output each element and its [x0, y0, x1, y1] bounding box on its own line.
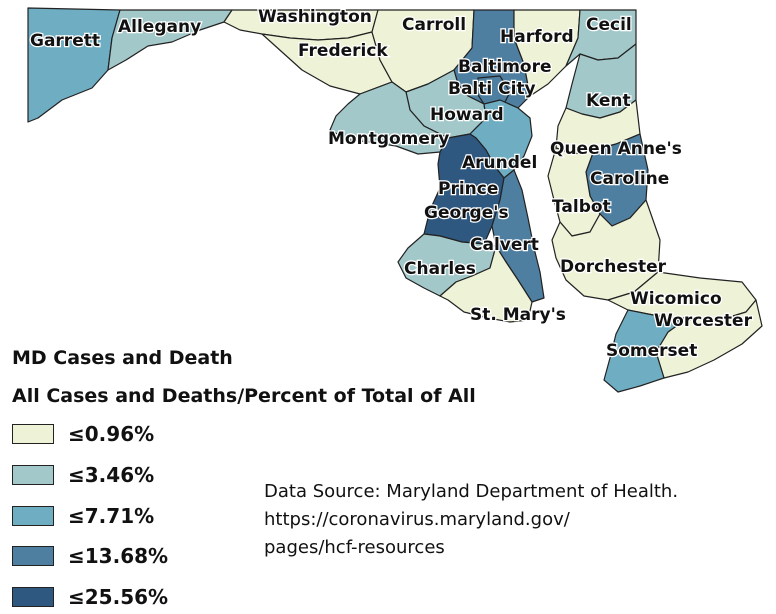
label-kent: Kent: [586, 91, 631, 111]
data-source-note: [264, 478, 678, 562]
legend-swatch: [12, 587, 54, 607]
legend-swatch: [12, 424, 54, 444]
legend-label: ≤0.96%: [68, 422, 155, 446]
legend-title: MD Cases and Death: [12, 347, 233, 369]
label-allegany: Allegany: [118, 17, 202, 37]
label-st-marys: St. Mary's: [470, 305, 566, 325]
legend-swatch: [12, 465, 54, 485]
label-montgomery: Montgomery: [328, 129, 450, 149]
label-talbot: Talbot: [552, 197, 611, 217]
label-georges: George's: [424, 203, 509, 223]
legend-subtitle: All Cases and Deaths/Percent of Total of All: [12, 385, 476, 407]
legend-swatch: [12, 546, 54, 566]
label-carroll: Carroll: [402, 15, 467, 35]
label-arundel: Arundel: [462, 153, 538, 173]
label-prince: Prince: [438, 179, 499, 199]
legend-label: ≤7.71%: [68, 504, 155, 528]
label-charles: Charles: [404, 259, 476, 279]
label-dorchester: Dorchester: [560, 257, 667, 277]
legend-item: [12, 584, 168, 610]
label-baltimore-city: Balti City: [448, 79, 536, 99]
label-cecil: Cecil: [586, 15, 632, 35]
label-baltimore: Baltimore: [458, 57, 552, 77]
legend-swatch: [12, 506, 54, 526]
legend-label: ≤3.46%: [68, 463, 155, 487]
label-caroline: Caroline: [590, 169, 670, 189]
label-garrett: Garrett: [30, 31, 100, 51]
county-garrett: [28, 8, 120, 122]
label-howard: Howard: [430, 105, 504, 125]
legend-item: [12, 421, 154, 447]
legend-item: [12, 462, 154, 488]
label-frederick: Frederick: [298, 41, 388, 61]
source-line-1: Data Source: Maryland Department of Health.: [264, 481, 679, 502]
label-somerset: Somerset: [606, 341, 698, 361]
label-harford: Harford: [500, 27, 574, 47]
label-queen-annes: Queen Anne's: [550, 139, 682, 159]
label-worcester: Worcester: [654, 311, 752, 331]
legend-item: [12, 503, 154, 529]
legend-item: [12, 543, 168, 569]
legend-label: ≤13.68%: [68, 544, 169, 568]
source-line-2: https://coronavirus.maryland.gov/: [264, 509, 570, 530]
label-calvert: Calvert: [470, 235, 539, 255]
label-washington: Washington: [258, 7, 372, 27]
legend-label: ≤25.56%: [68, 585, 169, 609]
source-line-3: pages/hcf-resources: [264, 537, 445, 558]
label-wicomico: Wicomico: [630, 289, 722, 309]
